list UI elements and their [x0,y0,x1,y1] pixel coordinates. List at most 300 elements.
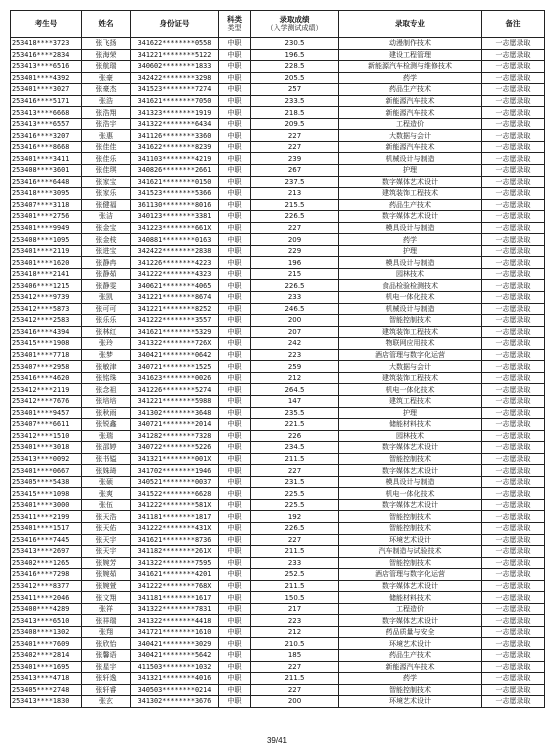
table-row [11,638,545,650]
cell-name: 张爽 [82,488,131,500]
cell-id-no: 341222********3557 [131,315,219,327]
cell-name: 张伍 [82,499,131,511]
header-category-sub: 类型 [227,24,242,33]
cell-score: 233 [251,292,339,304]
cell-note: 一志愿录取 [482,372,545,384]
cell-major: 机械设计与制造 [339,303,482,315]
cell-score: 257 [251,84,339,96]
cell-name: 张天宇 [82,534,131,546]
cell-category: 中职 [219,176,251,188]
cell-id-no: 340602********1833 [131,61,219,73]
cell-name: 张静冉 [82,257,131,269]
cell-name: 张家乐 [82,188,131,200]
cell-category: 中职 [219,211,251,223]
cell-score: 209.5 [251,118,339,130]
cell-major: 智能控制技术 [339,315,482,327]
cell-name: 张林红 [82,326,131,338]
cell-score: 239 [251,153,339,165]
cell-major: 药品生产技术 [339,649,482,661]
table-row [11,84,545,96]
cell-score: 211.5 [251,453,339,465]
table-row [11,522,545,534]
cell-exam-no: 253401****3027 [11,84,82,96]
cell-major: 机械设计与制造 [339,153,482,165]
cell-category: 中职 [219,603,251,615]
cell-score: 200 [251,696,339,708]
cell-category: 中职 [219,696,251,708]
cell-score: 212 [251,626,339,638]
cell-note: 一志愿录取 [482,280,545,292]
cell-major: 机电一体化技术 [339,384,482,396]
cell-name: 张星宇 [82,661,131,673]
cell-name: 张祥瑞 [82,615,131,627]
cell-note: 一志愿录取 [482,130,545,142]
cell-major: 药品生产技术 [339,84,482,96]
cell-category: 中职 [219,165,251,177]
cell-id-no: 341182********261X [131,546,219,558]
cell-id-no: 341721********1610 [131,626,219,638]
cell-name: 张婉萱 [82,580,131,592]
cell-id-no: 341181********1617 [131,592,219,604]
cell-note: 一志愿录取 [482,430,545,442]
cell-exam-no: 253407****3118 [11,199,82,211]
cell-major: 药学 [339,673,482,685]
cell-name: 张婉芳 [82,557,131,569]
cell-major: 环境艺术设计 [339,638,482,650]
cell-major: 环境艺术设计 [339,696,482,708]
table-body [11,38,545,708]
cell-name: 张玄 [82,696,131,708]
cell-note: 一志愿录取 [482,488,545,500]
cell-note: 一志愿录取 [482,257,545,269]
table-row [11,141,545,153]
cell-major: 新能源汽车技术 [339,141,482,153]
cell-id-no: 341302********3676 [131,696,219,708]
cell-major: 智能控制技术 [339,557,482,569]
cell-name: 张天浩 [82,511,131,523]
table-row [11,361,545,373]
cell-major: 工程造价 [339,118,482,130]
cell-major: 数字媒体艺术设计 [339,580,482,592]
table-row [11,153,545,165]
cell-score: 264.5 [251,384,339,396]
cell-note: 一志愿录取 [482,511,545,523]
cell-major: 建筑工程技术 [339,395,482,407]
cell-major: 新能源汽车技术 [339,661,482,673]
table-row [11,615,545,627]
table-row [11,268,545,280]
cell-id-no: 341221********5122 [131,49,219,61]
cell-note: 一志愿录取 [482,38,545,50]
cell-note: 一志愿录取 [482,165,545,177]
cell-exam-no: 253408****1095 [11,234,82,246]
cell-name: 张翔 [82,626,131,638]
cell-category: 中职 [219,49,251,61]
cell-category: 中职 [219,257,251,269]
cell-major: 建筑装饰工程技术 [339,188,482,200]
cell-name: 张进宝 [82,245,131,257]
cell-name: 张佳佳 [82,141,131,153]
cell-major: 智能控制技术 [339,684,482,696]
cell-score: 211.5 [251,673,339,685]
cell-note: 一志愿录取 [482,141,545,153]
cell-score: 217 [251,603,339,615]
cell-major: 新能源汽车检测与维修技术 [339,61,482,73]
page-indicator: 39/41 [266,736,288,745]
cell-name: 张梦 [82,349,131,361]
cell-category: 中职 [219,522,251,534]
cell-note: 一志愿录取 [482,234,545,246]
cell-name: 张佳琪 [82,165,131,177]
table-row [11,603,545,615]
cell-name: 张天佑 [82,522,131,534]
cell-note: 一志愿录取 [482,569,545,581]
cell-exam-no: 253413****4718 [11,673,82,685]
cell-score: 246.5 [251,303,339,315]
cell-note: 一志愿录取 [482,61,545,73]
cell-note: 一志愿录取 [482,338,545,350]
cell-category: 中职 [219,130,251,142]
cell-id-no: 340123********3381 [131,211,219,223]
cell-exam-no: 253416****6448 [11,176,82,188]
cell-note: 一志愿录取 [482,107,545,119]
table-row [11,592,545,604]
cell-note: 一志愿录取 [482,534,545,546]
cell-name: 张金宝 [82,222,131,234]
cell-exam-no: 253416****3207 [11,130,82,142]
cell-score: 237.5 [251,176,339,188]
cell-score: 227 [251,661,339,673]
cell-exam-no: 253412****7676 [11,395,82,407]
cell-name: 张邵婷 [82,442,131,454]
cell-exam-no: 253401****9457 [11,407,82,419]
cell-score: 211.5 [251,546,339,558]
cell-score: 233 [251,557,339,569]
cell-note: 一志愿录取 [482,649,545,661]
cell-major: 护理 [339,407,482,419]
cell-score: 226 [251,430,339,442]
cell-note: 一志愿录取 [482,476,545,488]
cell-exam-no: 253401****1695 [11,661,82,673]
cell-score: 150.5 [251,592,339,604]
cell-major: 建筑装饰工程技术 [339,372,482,384]
cell-note: 一志愿录取 [482,499,545,511]
cell-category: 中职 [219,419,251,431]
table-row [11,661,545,673]
cell-category: 中职 [219,592,251,604]
cell-major: 工程造价 [339,603,482,615]
cell-category: 中职 [219,649,251,661]
cell-name: 张锐鑫 [82,419,131,431]
cell-exam-no: 253401****2119 [11,245,82,257]
cell-exam-no: 253415****1908 [11,338,82,350]
table-row [11,199,545,211]
cell-exam-no: 253413****6668 [11,107,82,119]
cell-score: 225.5 [251,488,339,500]
table-row [11,95,545,107]
header-name: 姓名 [82,11,131,38]
cell-id-no: 340421********5642 [131,649,219,661]
cell-score: 227 [251,534,339,546]
cell-category: 中职 [219,488,251,500]
cell-score: 213 [251,188,339,200]
table-row [11,188,545,200]
cell-id-no: 341222********431X [131,522,219,534]
table-row [11,384,545,396]
cell-note: 一志愿录取 [482,603,545,615]
cell-exam-no: 253412****9739 [11,292,82,304]
cell-score: 229 [251,245,339,257]
cell-note: 一志愿录取 [482,580,545,592]
cell-name: 张静雯 [82,280,131,292]
cell-major: 数字媒体艺术设计 [339,499,482,511]
cell-major: 药学 [339,72,482,84]
cell-category: 中职 [219,95,251,107]
cell-exam-no: 253413****6516 [11,61,82,73]
cell-exam-no: 253405****5438 [11,476,82,488]
cell-name: 张凯 [82,292,131,304]
cell-exam-no: 253412****5873 [11,303,82,315]
cell-name: 张金枝 [82,234,131,246]
cell-exam-no: 253415****1098 [11,488,82,500]
cell-score: 259 [251,361,339,373]
cell-exam-no: 253407****6611 [11,419,82,431]
cell-score: 196 [251,257,339,269]
cell-name: 张瑞 [82,430,131,442]
cell-name: 张念祖 [82,384,131,396]
cell-major: 智能控制技术 [339,511,482,523]
table-row [11,222,545,234]
cell-category: 中职 [219,188,251,200]
cell-note: 一志愿录取 [482,684,545,696]
cell-name: 张轩睿 [82,684,131,696]
cell-major: 药品生产技术 [339,199,482,211]
cell-category: 中职 [219,534,251,546]
cell-category: 中职 [219,338,251,350]
cell-id-no: 340621********4065 [131,280,219,292]
cell-id-no: 341222********4323 [131,268,219,280]
cell-id-no: 341221********8674 [131,292,219,304]
cell-category: 中职 [219,153,251,165]
table-row [11,372,545,384]
cell-major: 环境艺术设计 [339,534,482,546]
cell-category: 中职 [219,569,251,581]
cell-name: 张乐乐 [82,315,131,327]
cell-category: 中职 [219,315,251,327]
cell-note: 一志愿录取 [482,384,545,396]
admission-table [10,10,545,708]
cell-exam-no: 253401****9949 [11,222,82,234]
cell-name: 张浩宇 [82,118,131,130]
cell-id-no: 341103********4219 [131,153,219,165]
cell-name: 张硕 [82,476,131,488]
cell-id-no: 341322********6434 [131,118,219,130]
table-row [11,257,545,269]
table-row [11,442,545,454]
cell-name: 张惠 [82,130,131,142]
cell-note: 一志愿录取 [482,95,545,107]
cell-exam-no: 253413****6510 [11,615,82,627]
cell-exam-no: 253408****1302 [11,626,82,638]
cell-score: 212 [251,372,339,384]
cell-exam-no: 253413****2697 [11,546,82,558]
cell-id-no: 340721********1525 [131,361,219,373]
cell-score: 242 [251,338,339,350]
cell-name: 张馨语 [82,649,131,661]
table-row [11,38,545,50]
cell-major: 护理 [339,165,482,177]
cell-name: 张敏津 [82,361,131,373]
header-major: 录取专业 [339,11,482,38]
cell-category: 中职 [219,499,251,511]
cell-note: 一志愿录取 [482,245,545,257]
cell-category: 中职 [219,222,251,234]
cell-category: 中职 [219,303,251,315]
cell-score: 223 [251,615,339,627]
cell-score: 196.5 [251,49,339,61]
table-row [11,430,545,442]
cell-name: 张静茹 [82,268,131,280]
cell-note: 一志愿录取 [482,419,545,431]
cell-id-no: 341221********8252 [131,303,219,315]
cell-major: 数字媒体艺术设计 [339,176,482,188]
header-score [251,11,339,38]
cell-note: 一志愿录取 [482,49,545,61]
cell-exam-no: 253412****2583 [11,315,82,327]
cell-major: 药品质量与安全 [339,626,482,638]
cell-category: 中职 [219,615,251,627]
table-row [11,107,545,119]
cell-score: 225.5 [251,499,339,511]
header-category-label: 科类 [227,14,242,24]
cell-score: 230.5 [251,38,339,50]
cell-category: 中职 [219,626,251,638]
cell-id-no: 340421********0642 [131,349,219,361]
cell-category: 中职 [219,326,251,338]
table-row [11,338,545,350]
cell-major: 酒店管理与数字化运营 [339,349,482,361]
cell-category: 中职 [219,361,251,373]
cell-id-no: 341523********7274 [131,84,219,96]
cell-name: 张洁 [82,211,131,223]
cell-category: 中职 [219,546,251,558]
cell-name: 张培培 [82,395,131,407]
cell-major: 大数据与会计 [339,130,482,142]
cell-score: 231.5 [251,476,339,488]
cell-score: 227 [251,141,339,153]
table-row [11,419,545,431]
cell-category: 中职 [219,638,251,650]
header-score-label: 录取成绩 [279,14,310,24]
cell-score: 200 [251,315,339,327]
cell-note: 一志愿录取 [482,557,545,569]
cell-major: 食品检验检测技术 [339,280,482,292]
table-row [11,407,545,419]
header-note: 备注 [482,11,545,38]
cell-name: 张浩 [82,95,131,107]
cell-score: 227 [251,684,339,696]
cell-major: 智能控制技术 [339,522,482,534]
cell-exam-no: 253401****1517 [11,522,82,534]
table-row [11,499,545,511]
cell-exam-no: 253406****1215 [11,280,82,292]
table-header-row [11,11,545,38]
cell-name: 张家宝 [82,176,131,188]
table-row [11,626,545,638]
cell-exam-no: 253411****2199 [11,511,82,523]
cell-score: 226.5 [251,211,339,223]
header-exam-no: 考生号 [11,11,82,38]
table-row [11,292,545,304]
table-row [11,511,545,523]
cell-category: 中职 [219,673,251,685]
cell-id-no: 341321********4016 [131,673,219,685]
cell-major: 数字媒体艺术设计 [339,211,482,223]
cell-category: 中职 [219,292,251,304]
cell-major: 机电一体化技术 [339,488,482,500]
cell-exam-no: 253407****2958 [11,361,82,373]
cell-id-no: 340826********2661 [131,165,219,177]
cell-score: 209 [251,234,339,246]
cell-note: 一志愿录取 [482,292,545,304]
cell-id-no: 341226********4223 [131,257,219,269]
table-row [11,673,545,685]
cell-category: 中职 [219,245,251,257]
cell-exam-no: 253416****5171 [11,95,82,107]
cell-exam-no: 253400****4289 [11,603,82,615]
cell-major: 汽车制造与试验技术 [339,546,482,558]
cell-major: 新能源汽车技术 [339,107,482,119]
cell-id-no: 341222********581X [131,499,219,511]
cell-category: 中职 [219,511,251,523]
cell-note: 一志愿录取 [482,349,545,361]
cell-note: 一志愿录取 [482,188,545,200]
cell-id-no: 340521********0037 [131,476,219,488]
cell-id-no: 341702********1946 [131,465,219,477]
cell-note: 一志愿录取 [482,407,545,419]
cell-exam-no: 253418****2141 [11,268,82,280]
cell-name: 张天宇 [82,546,131,558]
cell-name: 张秋雨 [82,407,131,419]
table-row [11,395,545,407]
cell-score: 211.5 [251,580,339,592]
cell-note: 一志愿录取 [482,211,545,223]
cell-category: 中职 [219,407,251,419]
cell-id-no: 341621********0150 [131,176,219,188]
cell-category: 中职 [219,557,251,569]
cell-id-no: 341321********001X [131,453,219,465]
table-row [11,569,545,581]
cell-exam-no: 253401****7609 [11,638,82,650]
cell-major: 模具设计与制造 [339,222,482,234]
cell-score: 228.5 [251,61,339,73]
cell-name: 张佳乐 [82,153,131,165]
table-row [11,684,545,696]
table-row [11,557,545,569]
cell-exam-no: 253401****0667 [11,465,82,477]
cell-score: 227 [251,222,339,234]
table-row [11,303,545,315]
cell-exam-no: 253416****4394 [11,326,82,338]
cell-exam-no: 253411****2046 [11,592,82,604]
cell-note: 一志愿录取 [482,546,545,558]
cell-name: 张可可 [82,303,131,315]
cell-id-no: 361130********8016 [131,199,219,211]
cell-exam-no: 253405****2748 [11,684,82,696]
table-row [11,234,545,246]
cell-category: 中职 [219,107,251,119]
cell-name: 张豪 [82,72,131,84]
